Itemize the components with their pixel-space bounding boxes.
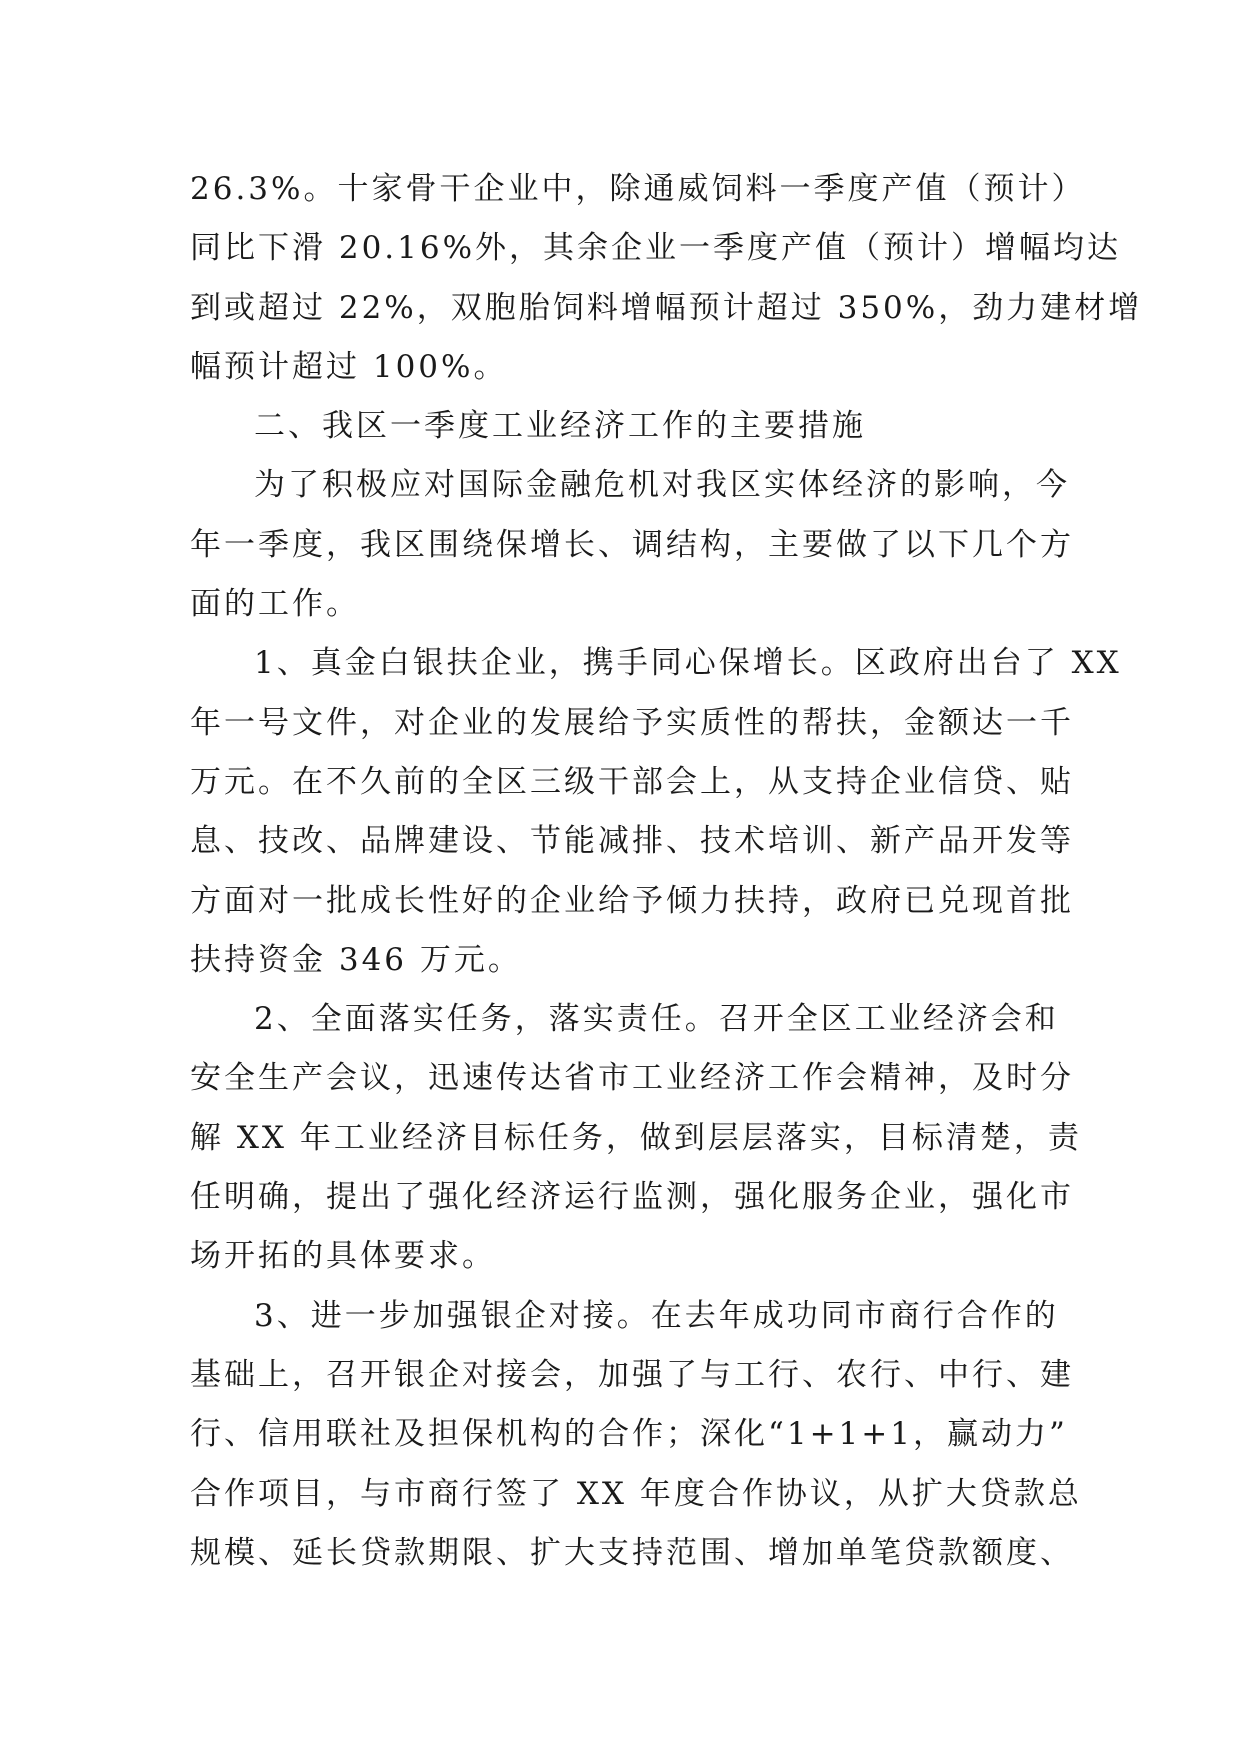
text-line: 到或超过 22%，双胞胎饲料增幅预计超过 350%，劲力建材增 bbox=[190, 289, 1143, 326]
text-line: 同比下滑 20.16%外，其余企业一季度产值（预计）增幅均达 bbox=[190, 230, 1122, 267]
text-line: 场开拓的具体要求。 bbox=[190, 1238, 496, 1275]
text-line: 任明确，提出了强化经济运行监测，强化服务企业，强化市 bbox=[190, 1179, 1074, 1216]
paragraph-start-line: 2、全面落实任务，落实责任。召开全区工业经济会和 bbox=[254, 1001, 1059, 1038]
text-line: 年一号文件，对企业的发展给予实质性的帮扶，金额达一千 bbox=[190, 704, 1074, 741]
text-line: 万元。在不久前的全区三级干部会上，从支持企业信贷、贴 bbox=[190, 763, 1074, 800]
text-line: 安全生产会议，迅速传达省市工业经济工作会精神，及时分 bbox=[190, 1060, 1074, 1097]
text-line: 26.3%。十家骨干企业中，除通威饲料一季度产值（预计） bbox=[190, 171, 1086, 207]
text-line: 合作项目，与市商行签了 XX 年度合作协议，从扩大贷款总 bbox=[190, 1475, 1082, 1512]
text-line: 年一季度，我区围绕保增长、调结构，主要做了以下几个方 bbox=[190, 526, 1074, 563]
text-line: 幅预计超过 100%。 bbox=[190, 348, 508, 385]
text-line: 息、技改、品牌建设、节能减排、技术培训、新产品开发等 bbox=[190, 823, 1074, 860]
text-line: 基础上，召开银企对接会，加强了与工行、农行、中行、建 bbox=[190, 1356, 1074, 1393]
text-line: 规模、延长贷款期限、扩大支持范围、增加单笔贷款额度、 bbox=[190, 1534, 1074, 1571]
paragraph-start-line: 1、真金白银扶企业，携手同心保增长。区政府出台了 XX bbox=[254, 645, 1122, 682]
document-body bbox=[190, 160, 1143, 1583]
text-line: 行、信用联社及担保机构的合作；深化“1+1+1，赢动力” bbox=[190, 1416, 1068, 1453]
text-line: 解 XX 年工业经济目标任务，做到层层落实，目标清楚，责 bbox=[190, 1119, 1082, 1156]
text-line: 扶持资金 346 万元。 bbox=[190, 941, 522, 978]
text-line: 方面对一批成长性好的企业给予倾力扶持，政府已兑现首批 bbox=[190, 882, 1074, 919]
section-heading: 二、我区一季度工业经济工作的主要措施 bbox=[254, 408, 866, 445]
paragraph-start-line: 为了积极应对国际金融危机对我区实体经济的影响，今 bbox=[254, 467, 1070, 504]
paragraph-start-line: 3、进一步加强银企对接。在去年成功同市商行合作的 bbox=[254, 1297, 1059, 1334]
text-line: 面的工作。 bbox=[190, 586, 360, 623]
